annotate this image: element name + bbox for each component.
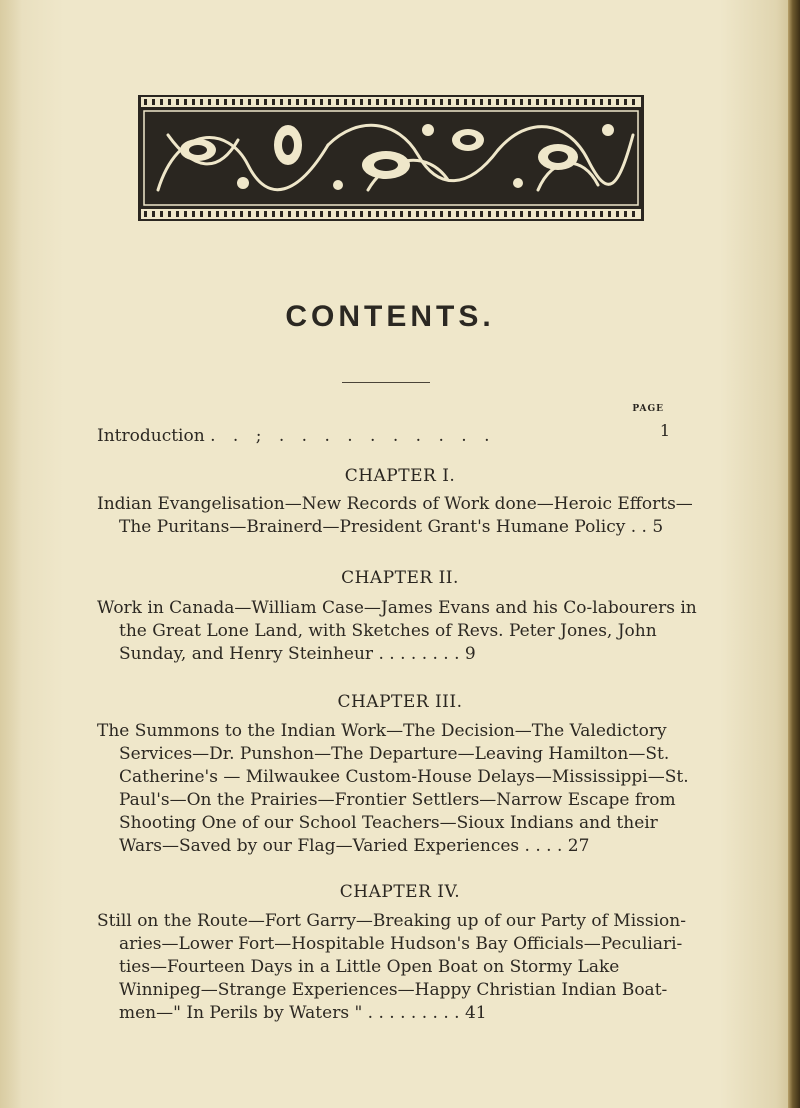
- page-edge: [788, 0, 800, 1108]
- entry-line: Still on the Route—Fort Garry—Breaking up of our Party of Mission-: [97, 911, 686, 931]
- toc-entry-chapter-2: [97, 597, 697, 666]
- introduction-leader-dots: . . ; . . . . . . . . . .: [210, 426, 496, 446]
- chapter-heading: CHAPTER II.: [341, 568, 459, 588]
- entry-line: Catherine's — Milwaukee Custom-House Delays—Mississippi—St.: [119, 767, 689, 787]
- entry-line: the Great Lone Land, with Sketches of Revs. Peter Jones, John: [119, 621, 657, 641]
- entry-line: men—" In Perils by Waters " . . . . . . . . . 41: [119, 1003, 487, 1023]
- entry-line: Wars—Saved by our Flag—Varied Experiences . . . . 27: [119, 836, 590, 856]
- chapter-heading: CHAPTER I.: [344, 466, 456, 486]
- entry-line: Indian Evangelisation—New Records of Work done—Heroic Efforts—: [97, 494, 693, 514]
- chapter-heading: CHAPTER IV.: [339, 882, 461, 902]
- entry-line: The Puritans—Brainerd—President Grant's Humane Policy . . 5: [119, 517, 664, 537]
- page-title: CONTENTS.: [285, 300, 495, 333]
- floral-headpiece-ornament: [138, 95, 644, 221]
- chapter-heading: CHAPTER III.: [337, 692, 463, 712]
- toc-entry-chapter-1: [97, 493, 693, 539]
- entry-line: Paul's—On the Prairies—Frontier Settlers—Narrow Escape from: [119, 790, 676, 810]
- entry-line: The Summons to the Indian Work—The Decision—The Valedictory: [97, 721, 667, 741]
- entry-line: Shooting One of our School Teachers—Sioux Indians and their: [119, 813, 658, 833]
- page-gutter-shadow: [0, 0, 22, 1108]
- toc-entry-chapter-4: [97, 910, 686, 1025]
- entry-line: Sunday, and Henry Steinheur . . . . . . . . 9: [119, 644, 476, 664]
- page-column-label: PAGE: [632, 404, 664, 414]
- introduction-page-number: 1: [659, 421, 670, 440]
- toc-entry-chapter-3: [97, 720, 689, 858]
- entry-line: aries—Lower Fort—Hospitable Hudson's Bay Officials—Peculiari-: [119, 934, 683, 954]
- toc-entry-introduction: [97, 425, 496, 448]
- title-divider: [342, 382, 430, 383]
- introduction-label: Introduction: [97, 426, 205, 446]
- entry-line: ties—Fourteen Days in a Little Open Boat on Stormy Lake: [119, 957, 620, 977]
- entry-line: Work in Canada—William Case—James Evans and his Co-labourers in: [97, 598, 697, 618]
- entry-line: Winnipeg—Strange Experiences—Happy Christian Indian Boat-: [119, 980, 668, 1000]
- entry-line: Services—Dr. Punshon—The Departure—Leaving Hamilton—St.: [119, 744, 670, 764]
